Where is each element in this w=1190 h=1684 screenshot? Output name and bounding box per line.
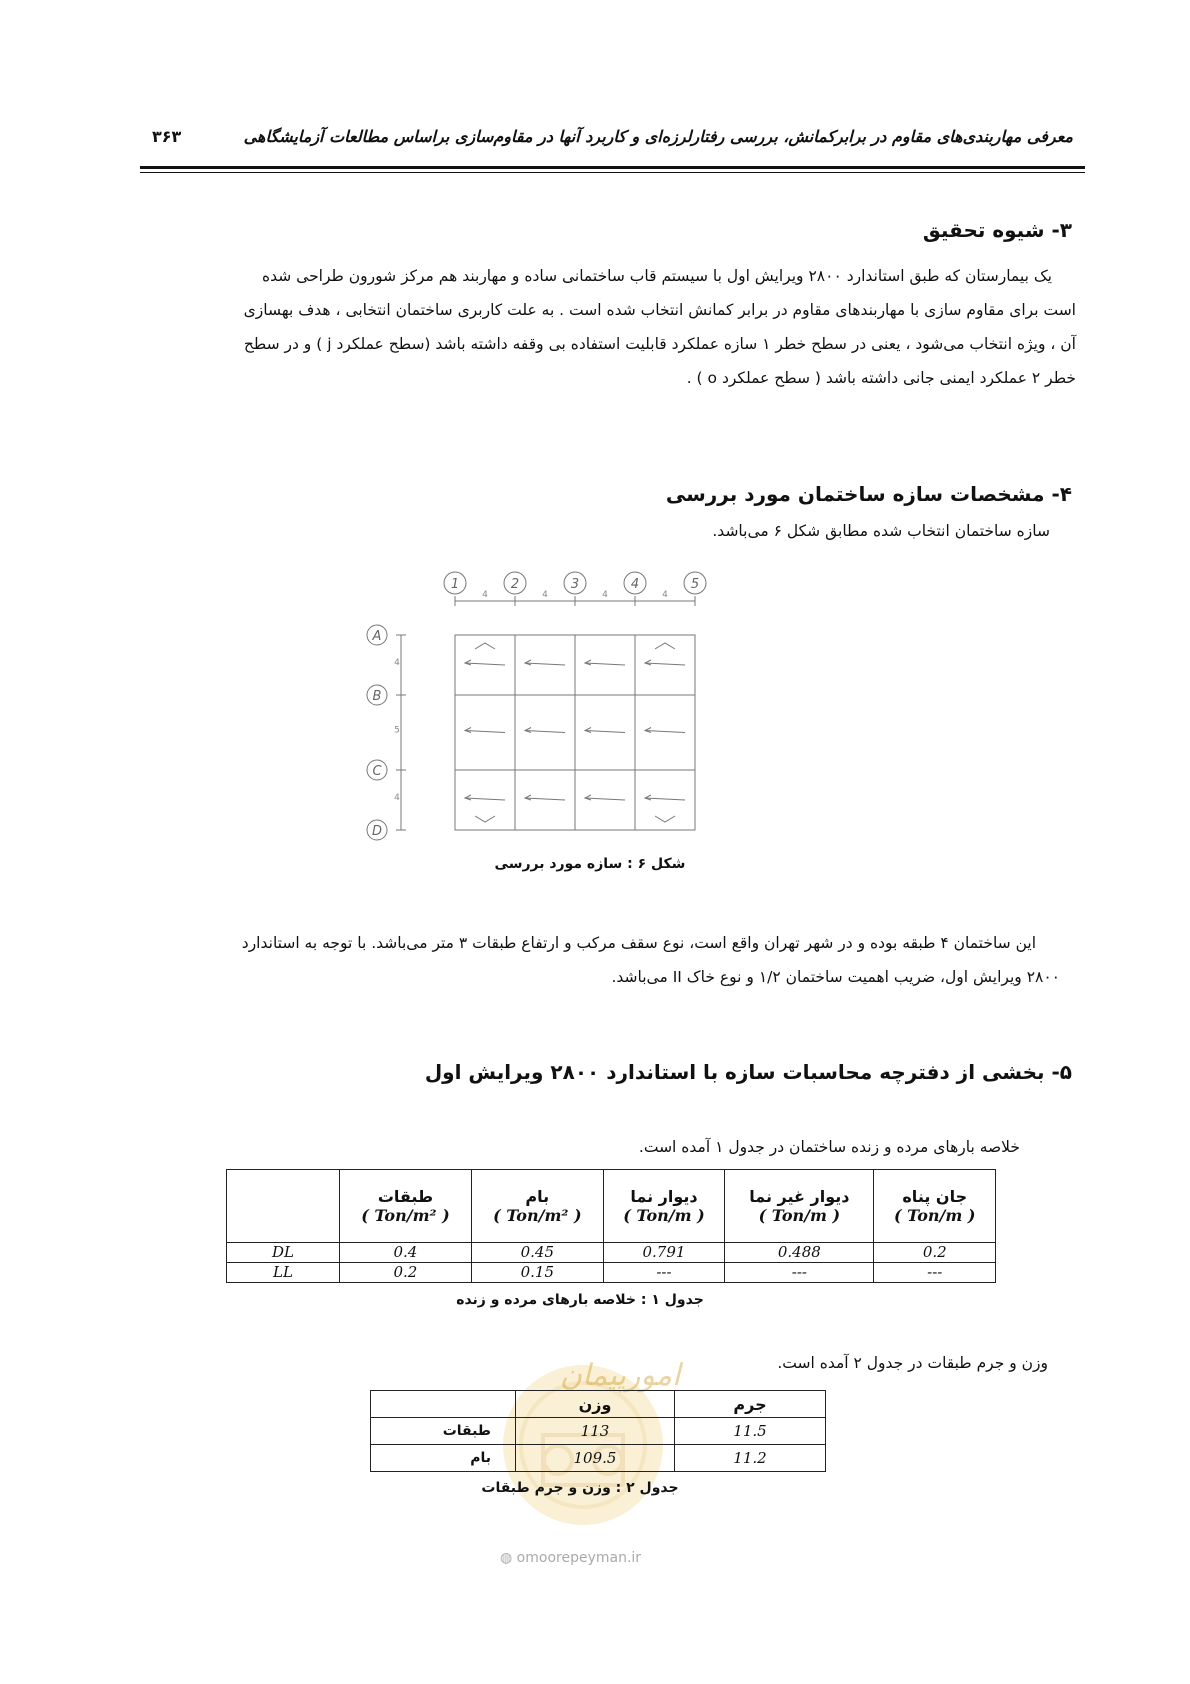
table1-cell: 0.15 [471,1263,603,1283]
brace-chevron-mark [475,816,495,822]
column-spacing-label: 4 [602,590,608,600]
table2-row-label: بام [371,1445,516,1472]
section4-heading: ۴- مشخصات سازه ساختمان مورد بررسی [665,482,1072,506]
table1-cell: 0.2 [874,1243,996,1263]
table1-intro: خلاصه بارهای مرده و زنده ساختمان در جدول ۱ آمده است. [638,1138,1020,1156]
table2-cell: 109.5 [516,1445,675,1472]
table-row [371,1418,826,1445]
joist-arrowhead [645,795,651,800]
joist-arrowhead [525,795,531,800]
figure6-caption: شکل ۶ : سازه مورد بررسی [494,856,686,872]
section4-paragraph [140,926,1060,994]
page-number: ۳۶۳ [152,127,182,146]
section3-paragraph [140,259,1076,395]
column-spacing-label: 4 [662,590,668,600]
table-row [227,1263,996,1283]
table1-cell: 0.45 [471,1243,603,1263]
section3-line-1: یک بیمارستان که طبق استاندارد ۲۸۰۰ ویرایش اول با سیستم قاب ساختمانی ساده و مهاربند هم مرکز شورون طراحی شده [262,267,1052,285]
brace-chevron-mark [475,643,495,649]
table1-header-row [227,1170,996,1243]
joist-arrowhead [525,728,531,733]
table1-cell: 0.791 [603,1243,725,1263]
joist-arrowhead [465,728,471,733]
joist-arrowhead [585,660,591,665]
running-header-title: معرفی مهاربندی‌های مقاوم در برابرکمانش، بررسی رفتارلرزه‌ای و کاربرد آنها در مقاوم‌سازی براساس مطالعات آزمایشگاهی [243,127,1073,146]
table1-header-facade-wall: دیوار نما ( Ton/m ) [603,1170,725,1243]
section3-heading: ۳- شیوه تحقیق [922,218,1072,242]
table2-cell: 11.2 [675,1445,826,1472]
globe-icon: ◍ [500,1550,513,1566]
row-spacing-label: 4 [394,658,400,668]
brace-chevron-mark [655,643,675,649]
table-row [371,1445,826,1472]
table1-header-interior-wall: دیوار غیر نما ( Ton/m ) [725,1170,874,1243]
grid-column-label: 2 [510,577,520,592]
section5-heading: ۵- بخشی از دفترچه محاسبات سازه با استاندارد ۲۸۰۰ ویرایش اول [424,1060,1072,1084]
section4-line-1: این ساختمان ۴ طبقه بوده و در شهر تهران واقع است، نوع سقف مرکب و ارتفاع طبقات ۳ متر می‌باشد. با توجه به استاندارد [241,934,1036,952]
section4-line-2: ۲۸۰۰ ویرایش اول، ضریب اهمیت ساختمان ۱/۲ و نوع خاک II می‌باشد. [611,968,1060,986]
table2-header-row [371,1391,826,1418]
grid-column-label: 4 [630,577,640,592]
table1-cell: --- [603,1263,725,1283]
header-rule-thick [140,166,1085,169]
table2-row-label: طبقات [371,1418,516,1445]
table2-caption: جدول ۲ : وزن و جرم طبقات [481,1480,679,1496]
section4-intro: سازه ساختمان انتخاب شده مطابق شکل ۶ می‌باشد. [712,522,1050,540]
table2-cell: 113 [516,1418,675,1445]
floor-weight-mass-table [370,1390,826,1472]
section3-line-2: است برای مقاوم سازی با مهاربندهای مقاوم در برابر کمانش انتخاب شده است . به علت کاربری ساختمان انتخابی ، هدف بهسازی [243,301,1076,319]
grid-row-label: A [372,629,382,644]
grid-column-label: 1 [450,577,460,592]
table1-cell: --- [725,1263,874,1283]
dead-live-load-table [226,1169,996,1283]
joist-arrowhead [585,728,591,733]
table1-header-empty [227,1170,340,1243]
table2-cell: 11.5 [675,1418,826,1445]
section3-line-3: آن ، ویژه انتخاب می‌شود ، یعنی در سطح خطر ۱ سازه عملکرد قابلیت استفاده بی وقفه داشته باشد (سطح عملکرد j ) و در سطح [243,335,1076,353]
table1-cell: 0.488 [725,1243,874,1263]
column-spacing-label: 4 [542,590,548,600]
logo-text: امورپیمان [560,1358,681,1393]
table1-cell: --- [874,1263,996,1283]
grid-column-label: 3 [570,577,580,592]
joist-arrowhead [645,660,651,665]
row-spacing-label: 4 [394,793,400,803]
joist-arrowhead [645,728,651,733]
joist-arrowhead [585,795,591,800]
table-row [227,1243,996,1263]
table2-header-empty [371,1391,516,1418]
table2-header-mass: جرم [675,1391,826,1418]
table2-header-weight: وزن [516,1391,675,1418]
table1-row-label: LL [227,1263,340,1283]
grid-column-label: 5 [690,577,700,592]
table2-intro: وزن و جرم طبقات در جدول ۲ آمده است. [777,1354,1048,1372]
watermark-site-text: omoorepeyman.ir [516,1550,642,1566]
grid-row-label: D [371,824,383,839]
column-spacing-label: 4 [482,590,488,600]
grid-row-label: B [372,689,382,704]
table1-cell: 0.4 [340,1243,472,1263]
brace-chevron-mark [655,816,675,822]
table1-header-parapet: جان پناه ( Ton/m ) [874,1170,996,1243]
table1-cell: 0.2 [340,1263,472,1283]
joist-arrowhead [465,660,471,665]
row-spacing-label: 5 [394,725,400,736]
table1-header-floors: طبقات ( Ton/m² ) [340,1170,472,1243]
joist-arrowhead [465,795,471,800]
watermark-site [500,1550,641,1566]
grid-row-label: C [372,764,382,779]
header-rule-thin [140,172,1085,173]
table1-header-roof: بام ( Ton/m² ) [471,1170,603,1243]
section3-line-4: خطر ۲ عملکرد ایمنی جانی داشته باشد ( سطح عملکرد o ) . [686,369,1076,387]
table1-row-label: DL [227,1243,340,1263]
table1-caption: جدول ۱ : خلاصه بارهای مرده و زنده [456,1292,704,1308]
joist-arrowhead [525,660,531,665]
structure-plan-figure [371,565,735,865]
